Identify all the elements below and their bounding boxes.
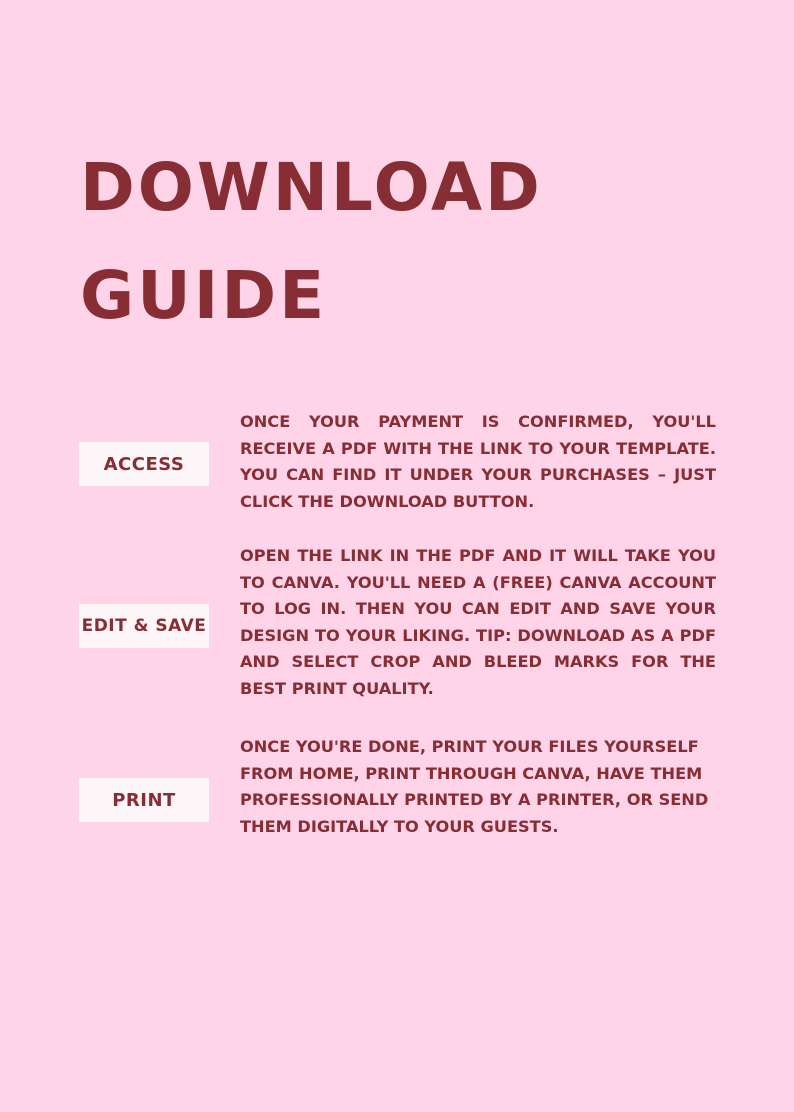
title-line-2: GUIDE (80, 257, 328, 334)
title-line-1: DOWNLOAD (80, 149, 543, 226)
step-label-access: ACCESS (79, 442, 209, 486)
step-label-print: PRINT (79, 778, 209, 822)
step-label-edit-save: EDIT & SAVE (79, 604, 209, 648)
page-title (80, 134, 680, 350)
step-text-print: ONCE YOU'RE DONE, PRINT YOUR FILES YOURSELF FROM HOME, PRINT THROUGH CANVA, HAVE THEM PROFESSIONALLY PRINTED BY A PRINTER, OR SEND THEM DIGITALLY TO YOUR GUESTS. (240, 737, 709, 836)
step-text-access: ONCE YOUR PAYMENT IS CONFIRMED, YOU'LL RECEIVE A PDF WITH THE LINK TO YOUR TEMPLATE. YOU CAN FIND IT UNDER YOUR PURCHASES – JUST CLICK THE DOWNLOAD BUTTON. (240, 412, 716, 511)
step-text-edit-save: OPEN THE LINK IN THE PDF AND IT WILL TAKE YOU TO CANVA. YOU'LL NEED A (FREE) CANVA ACCOUNT TO LOG IN. THEN YOU CAN EDIT AND SAVE YOUR DESIGN TO YOUR LIKING. TIP: DOWNLOAD AS A PDF AND SELECT CROP AND BLEED MARKS FOR THE BEST PRINT QUALITY. (240, 546, 716, 698)
